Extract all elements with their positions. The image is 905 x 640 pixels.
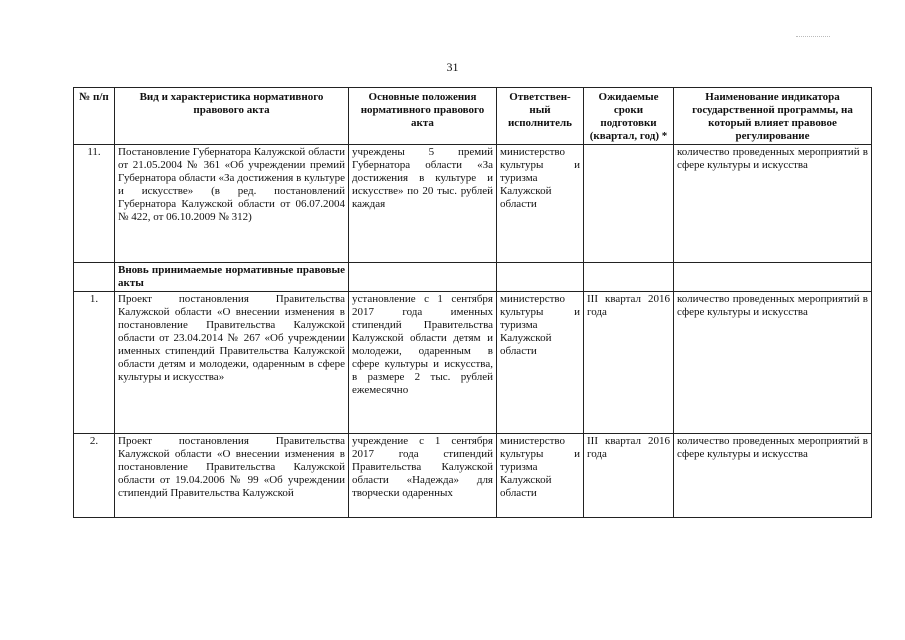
row-num: 2. [74,434,115,518]
header-deadline: Ожидаемые сроки подготовки (квартал, год) * [584,88,674,145]
row-act-type: Проект постановления Правительства Калужской области «О внесении изменения в постановление Правительства Калужской области от 19.04.2006 № 99 «Об учреждении стипендий Правительства Калужской [115,434,349,518]
row-indicator: количество проведенных мероприятий в сфере культуры и искусства [674,434,872,518]
header-indicator: Наименование индикатора государственной программы, на который влияет правовое регулирование [674,88,872,145]
section-title: Вновь принимаемые нормативные правовые акты [115,263,349,292]
row-act-type: Постановление Губернатора Калужской области от 21.05.2004 № 361 «Об учреждении премий Губернатора области «За достижения в культуре и искусстве» (в ред. постановлений Губернатора Калужской области от 06.07.2004 № 422, от 06.10.2009 № 312) [115,145,349,263]
table-row [74,145,872,263]
scan-mark [796,36,830,37]
row-deadline: III квартал 2016 года [584,434,674,518]
row-indicator: количество проведенных мероприятий в сфере культуры и искусства [674,145,872,263]
header-responsible: Ответствен-ный исполнитель [497,88,584,145]
row-provisions: установление с 1 сентября 2017 года именных стипендий Правительства Калужской области детям и молодежи, одаренным в сфере культуры и искусства, в размере 2 тыс. рублей ежемесячно [349,292,497,434]
row-responsible: министерство культуры и туризма Калужской области [497,145,584,263]
row-deadline: III квартал 2016 года [584,292,674,434]
row-act-type: Проект постановления Правительства Калужской области «О внесении изменения в постановление Правительства Калужской области от 23.04.2014 № 267 «Об учреждении именных стипендий Правительства Калужской области детям и молодежи, одаренным в сфере культуры и искусства» [115,292,349,434]
table-row [74,434,872,518]
row-num: 1. [74,292,115,434]
row-responsible: министерство культуры и туризма Калужской области [497,292,584,434]
row-deadline [584,145,674,263]
section-row [74,263,872,292]
row-provisions: учреждены 5 премий Губернатора области «За достижения в культуре и искусстве» по 20 тыс. рублей каждая [349,145,497,263]
page-number: 31 [446,60,459,74]
table-header-row [74,88,872,145]
row-provisions: учреждение с 1 сентября 2017 года стипендий Правительства Калужской области «Надежда» для творчески одаренных [349,434,497,518]
table-row [74,292,872,434]
header-num: № п/п [74,88,115,145]
row-num: 11. [74,145,115,263]
legal-acts-table [73,87,872,518]
row-indicator: количество проведенных мероприятий в сфере культуры и искусства [674,292,872,434]
header-act-type: Вид и характеристика нормативного правового акта [115,88,349,145]
row-responsible: министерство культуры и туризма Калужской области [497,434,584,518]
header-provisions: Основные положения нормативного правового акта [349,88,497,145]
